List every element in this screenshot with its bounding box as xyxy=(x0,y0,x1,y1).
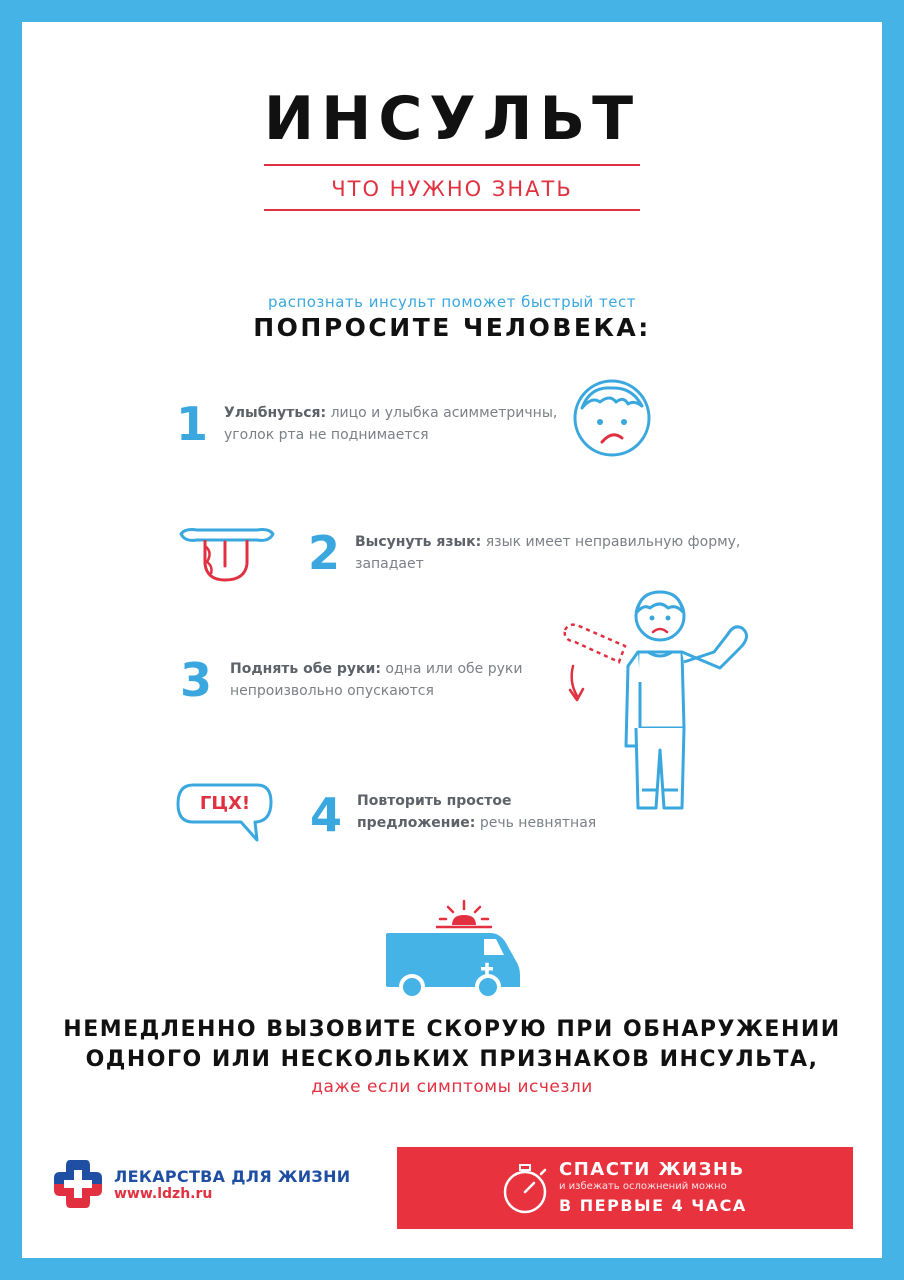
step-3-desc-line1: одна или обе руки xyxy=(380,661,523,677)
step-4-desc-line2: речь невнятная xyxy=(475,815,597,831)
speech-bubble-icon xyxy=(175,782,275,846)
arm-dropping-arrow-icon xyxy=(559,620,629,710)
cross-logo-icon xyxy=(52,1158,104,1210)
step-4-label-line2: предложение: xyxy=(357,815,476,831)
title-rule-top xyxy=(264,164,640,166)
step-2-desc-line2: западает xyxy=(355,556,424,572)
stopwatch-icon xyxy=(501,1160,553,1216)
step-3-text xyxy=(230,658,540,702)
banner-deadline: В ПЕРВЫЕ 4 ЧАСА xyxy=(559,1196,747,1215)
org-url[interactable]: www.ldzh.ru xyxy=(114,1186,213,1202)
step-3-label: Поднять обе руки: xyxy=(230,661,381,677)
ambulance-icon xyxy=(384,897,524,999)
poster-subtitle: ЧТО НУЖНО ЗНАТЬ xyxy=(331,177,573,201)
step-4-label-line1: Повторить простое xyxy=(357,793,512,809)
step-3-desc-line2: непроизвольно опускаются xyxy=(230,683,434,699)
step-2-text xyxy=(355,531,765,575)
step-1-number: 1 xyxy=(175,397,208,451)
step-4-text xyxy=(357,790,617,834)
step-1-text xyxy=(224,402,564,446)
step-2-number: 2 xyxy=(307,526,340,580)
step-4-number: 4 xyxy=(309,788,342,842)
poster xyxy=(22,22,882,1258)
warning-line-2: ОДНОГО ИЛИ НЕСКОЛЬКИХ ПРИЗНАКОВ ИНСУЛЬТА, xyxy=(85,1047,819,1072)
poster-title: ИНСУЛЬТ xyxy=(263,84,641,154)
test-intro: распознать инсульт поможет быстрый тест xyxy=(267,293,636,311)
step-2-label: Высунуть язык: xyxy=(355,534,482,550)
warning-note: даже если симптомы исчезли xyxy=(311,1077,593,1097)
speech-bubble-text: ГЦХ! xyxy=(199,793,251,814)
siren-light-icon xyxy=(436,901,492,927)
step-3-number: 3 xyxy=(179,653,212,707)
warning-line-1: НЕМЕДЛЕННО ВЫЗОВИТЕ СКОРУЮ ПРИ ОБНАРУЖЕНИИ xyxy=(63,1017,841,1042)
banner-title: СПАСТИ ЖИЗНЬ xyxy=(559,1159,745,1180)
step-2-desc-line1: язык имеет неправильную форму, xyxy=(481,534,741,550)
test-heading: ПОПРОСИТЕ ЧЕЛОВЕКА: xyxy=(253,313,651,342)
title-rule-bottom xyxy=(264,209,640,211)
org-name: ЛЕКАРСТВА ДЛЯ ЖИЗНИ xyxy=(114,1167,351,1186)
sad-face-icon xyxy=(572,378,652,458)
tongue-icon xyxy=(177,520,277,586)
step-1-desc-line1: лицо и улыбка асимметричны, xyxy=(326,405,558,421)
banner-subtitle: и избежать осложнений можно xyxy=(559,1181,727,1192)
step-1-desc-line2: уголок рта не поднимается xyxy=(224,427,429,443)
step-1-label: Улыбнуться: xyxy=(224,405,327,421)
save-life-banner xyxy=(397,1147,853,1229)
